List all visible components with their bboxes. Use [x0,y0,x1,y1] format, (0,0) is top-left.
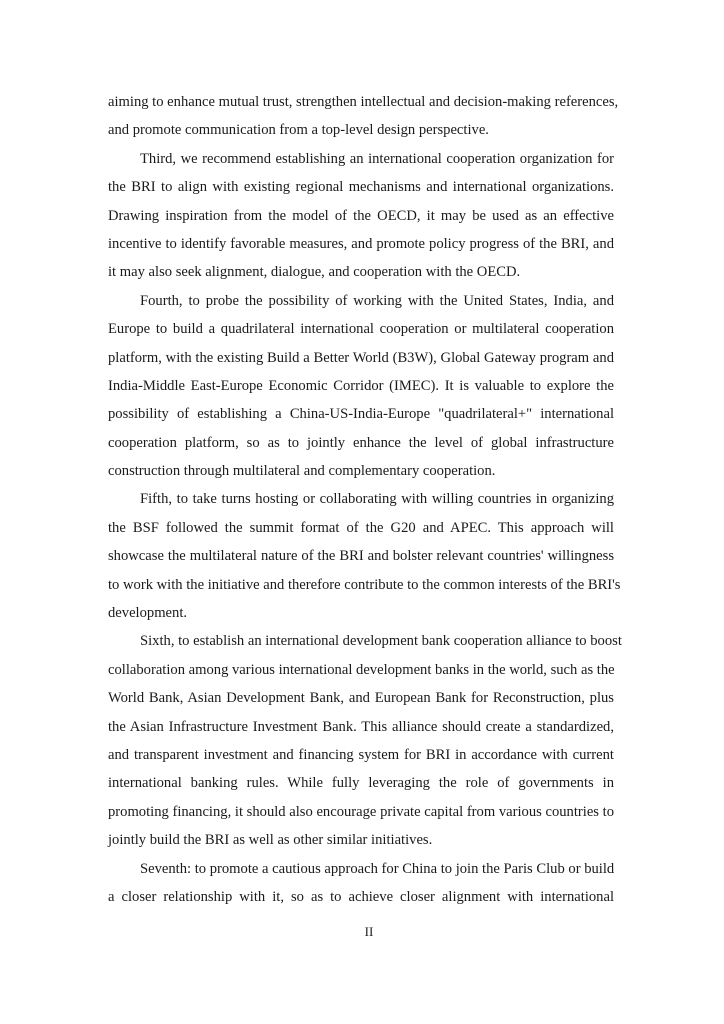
text-line: a closer relationship with it, so as to achieve closer alignment with international [108,888,614,905]
text-line: and promote communication from a top-level design perspective. [108,122,489,139]
paragraph-sixth [108,627,622,854]
text-line: international banking rules. While fully leveraging the role of governments in [108,775,614,792]
paragraph-fifth [108,485,621,627]
text-line: to work with the initiative and therefore contribute to the common interests of the BRI's [108,576,621,593]
text-line: Seventh: to promote a cautious approach for China to join the Paris Club or build [140,860,615,877]
text-line: World Bank, Asian Development Bank, and European Bank for Reconstruction, plus [108,690,614,707]
page-number: II [364,924,374,939]
text-line: Drawing inspiration from the model of the OECD, it may be used as an effective [108,207,614,224]
text-line: and transparent investment and financing system for BRI in accordance with current [108,746,614,763]
text-line: collaboration among various international development banks in the world, such as the [108,661,615,678]
paragraph-third [108,145,614,287]
text-line: the Asian Infrastructure Investment Bank. This alliance should create a standardized, [108,718,614,735]
text-line: Fifth, to take turns hosting or collaborating with willing countries in organizing [140,491,614,508]
text-line: India-Middle East-Europe Economic Corridor (IMEC). It is valuable to explore the [108,377,614,394]
text-line: Third, we recommend establishing an international cooperation organization for [140,150,614,167]
paragraph-continuation [108,88,619,145]
text-line: promoting financing, it should also encourage private capital from various countries to [108,803,614,820]
document-body [108,88,622,911]
text-line: jointly build the BRI as well as other similar initiatives. [108,832,433,849]
text-line: the BRI to align with existing regional mechanisms and international organizations. [108,179,614,196]
text-line: Europe to build a quadrilateral international cooperation or multilateral cooperation [108,321,614,338]
text-line: aiming to enhance mutual trust, strengthen intellectual and decision-making references, [108,94,619,110]
text-line: Sixth, to establish an international development bank cooperation alliance to boost [140,633,622,650]
paragraph-fourth [108,287,614,486]
text-line: construction through multilateral and complementary cooperation. [108,463,496,480]
text-line: development. [108,605,188,622]
text-line: platform, with the existing Build a Better World (B3W), Global Gateway program and [108,349,614,366]
text-line: possibility of establishing a China-US-India-Europe "quadrilateral+" international [108,406,614,423]
text-line: it may also seek alignment, dialogue, and cooperation with the OECD. [108,264,521,281]
text-line: incentive to identify favorable measures, and promote policy progress of the BRI, and [108,235,614,252]
text-line: the BSF followed the summit format of the G20 and APEC. This approach will [108,519,614,536]
text-line: cooperation platform, so as to jointly enhance the level of global infrastructure [108,434,614,451]
text-line: Fourth, to probe the possibility of working with the United States, India, and [140,292,614,309]
paragraph-seventh [108,855,614,912]
text-line: showcase the multilateral nature of the BRI and bolster relevant countries' willingness [108,548,614,565]
